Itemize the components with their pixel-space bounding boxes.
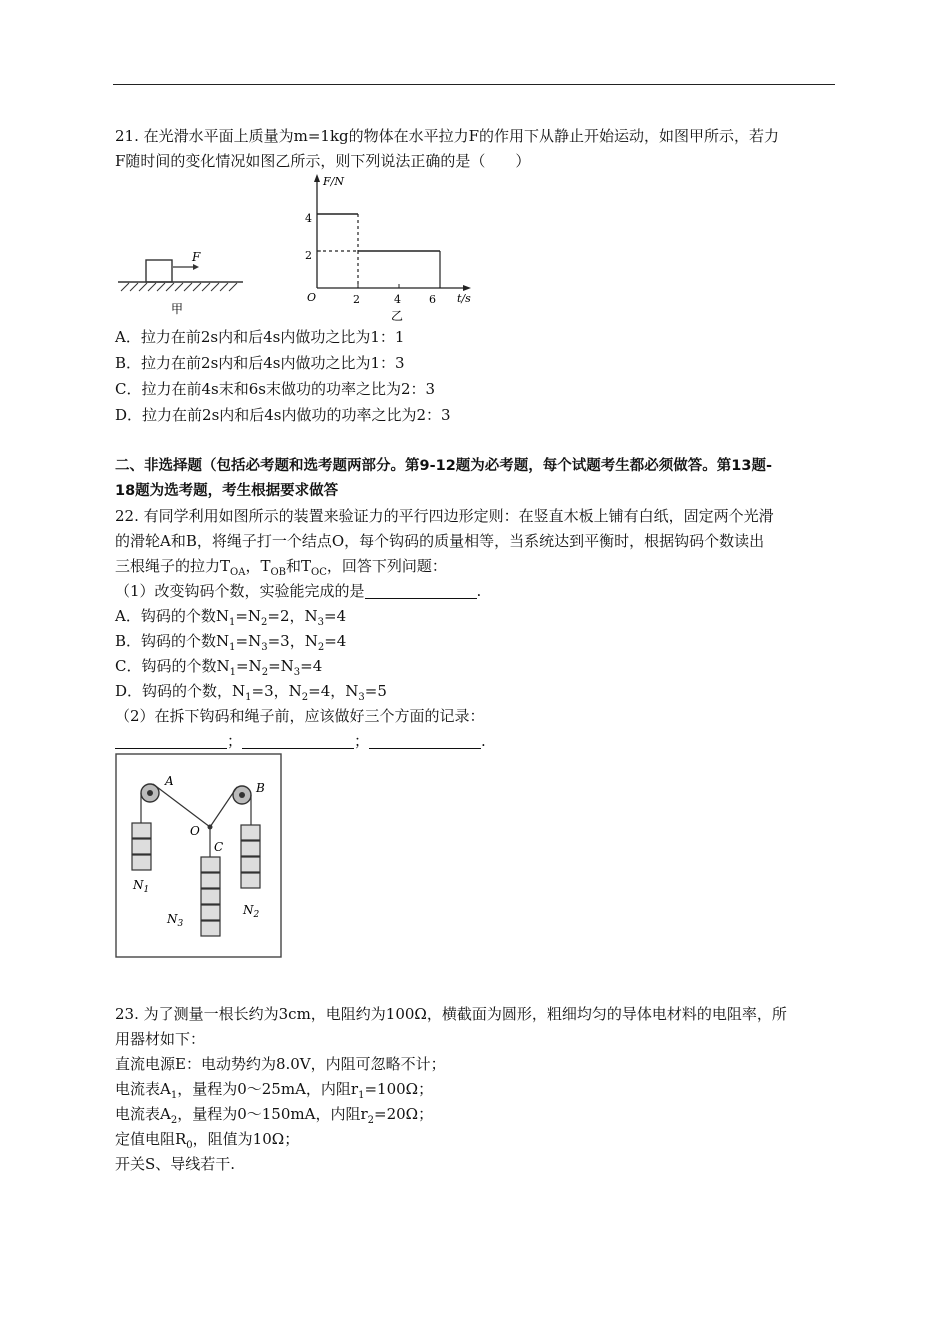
q22-line2: 的滑轮A和B，将绳子打一个结点O，每个钩码的质量相等，当系统达到平衡时，根据钩码个数读出 — [115, 532, 765, 550]
ground-hatch — [121, 283, 237, 291]
rope-oa — [153, 784, 210, 827]
q22-option-a: A．钩码的个数$N_1=N_2=2$，$N_3=4$ — [115, 607, 347, 628]
figure-yi-label: 乙 — [391, 309, 404, 323]
x-tick-label: 6 — [429, 293, 436, 306]
q21-line1: 21. 在光滑水平面上质量为m=1kg的物体在水平拉力F的作用下从静止开始运动，如图甲所示，若力 — [115, 127, 780, 145]
weights-n1 — [132, 823, 151, 870]
q22-option-b: B．钩码的个数$N_1=N_3=3$，$N_2=4$ — [115, 632, 347, 653]
n2-label: $N_2$ — [243, 903, 260, 920]
answer-blank-2[interactable] — [115, 732, 227, 749]
weights-n2 — [241, 825, 260, 888]
rope-ob — [210, 787, 237, 827]
q23-line6: 定值电阻$R_0$，阻值为10Ω； — [115, 1130, 300, 1151]
q22-line1: 22. 有同学利用如图所示的装置来验证力的平行四边形定则：在竖直木板上铺有白纸，固定两个光滑 — [115, 507, 774, 525]
figure-jia — [113, 245, 253, 320]
y-tick-label: 4 — [305, 212, 312, 225]
q22-option-d: D．钩码的个数，$N_1=3$，$N_2=4$，$N_3=5$ — [115, 682, 387, 703]
force-label: F — [192, 250, 201, 264]
knot-o — [208, 825, 213, 830]
q23-line2: 用器材如下： — [115, 1030, 206, 1048]
q23-line5: 电流表$A_2$，量程为0～150mA，内阻$r_2=20\Omega$； — [115, 1105, 434, 1126]
header-rule — [113, 84, 835, 85]
q23-line4: 电流表$A_1$，量程为0～25mA，内阻$r_1=100\Omega$； — [115, 1080, 434, 1101]
q22-sub1: （1）改变钩码个数，实验能完成的是 . — [115, 582, 482, 600]
figure-jia-label: 甲 — [171, 302, 184, 316]
q22-sub2: （2）在拆下钩码和绳子前，应该做好三个方面的记录： — [115, 707, 485, 725]
y-tick-label: 2 — [305, 249, 312, 262]
answer-blank-4[interactable] — [369, 732, 481, 749]
n3-label: $N_3$ — [167, 912, 184, 929]
q21-line2: F随时间的变化情况如图乙所示，则下列说法正确的是（ ） — [115, 152, 531, 170]
q21-option-c: C．拉力在前4s末和6s末做功的功率之比为2：3 — [115, 380, 436, 398]
x-axis-arrow — [463, 285, 471, 291]
pulley-b-label: B — [256, 781, 265, 795]
x-axis-label: t/s — [457, 292, 471, 305]
answer-blank-3[interactable] — [242, 732, 354, 749]
x-tick-label: 2 — [353, 293, 360, 306]
q22-line3: 三根绳子的拉力$T_{OA}$，$T_{OB}$和$T_{OC}$，回答下列问题： — [115, 557, 447, 578]
y-axis-label: F/N — [323, 175, 344, 188]
block — [146, 260, 172, 282]
origin-label: O — [307, 291, 317, 304]
n1-label: $N_1$ — [133, 878, 150, 895]
q23-line7: 开关S、导线若干. — [115, 1155, 236, 1173]
answer-blank-1[interactable] — [365, 582, 477, 599]
figure-pulley-setup — [115, 753, 283, 959]
q23-line1: 23. 为了测量一根长约为3cm，电阻约为100Ω，横截面为圆形，粗细均匀的导体电材料的电阻率，所 — [115, 1005, 787, 1023]
q21-option-d: D．拉力在前2s内和后4s内做功的功率之比为2：3 — [115, 406, 451, 424]
knot-o-label: O — [190, 824, 200, 838]
q21-option-b: B．拉力在前2s内和后4s内做功之比为1：3 — [115, 354, 405, 372]
q22-record-blanks: ； ； . — [115, 730, 486, 752]
pulley-a-label: A — [165, 774, 174, 788]
q22-option-c: C．钩码的个数$N_1=N_2=N_3=4$ — [115, 657, 323, 678]
x-tick-label: 4 — [394, 293, 401, 306]
chart-marks — [317, 214, 440, 288]
y-axis-arrow — [314, 174, 320, 182]
force-arrowhead — [193, 264, 199, 270]
section2-heading-line1: 二、非选择题（包括必考题和选考题两部分。第9-12题为必考题，每个试题考生都必须做答。第13题- — [115, 458, 772, 474]
section2-heading-line2: 18题为选考题，考生根据要求做答 — [115, 483, 339, 499]
weights-n3 — [201, 857, 220, 936]
rope-c-label: C — [214, 840, 224, 854]
q21-option-a: A．拉力在前2s内和后4s内做功之比为1：1 — [115, 328, 405, 346]
figure-yi-chart — [295, 170, 485, 325]
q23-line3: 直流电源E：电动势约为8.0V，内阻可忽略不计； — [115, 1055, 446, 1073]
